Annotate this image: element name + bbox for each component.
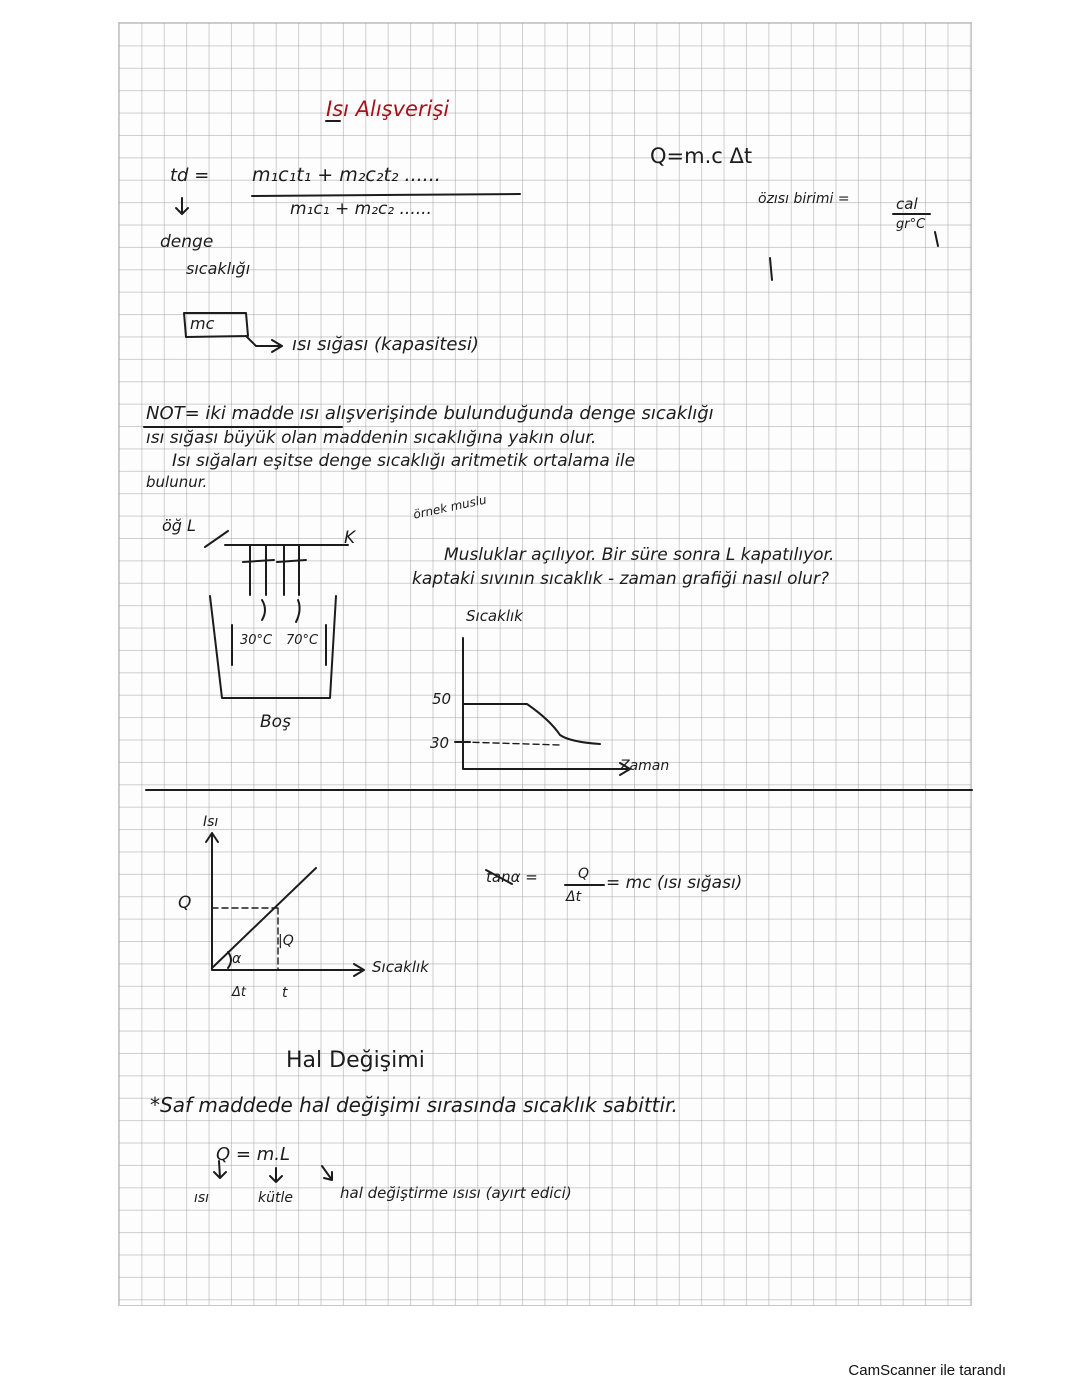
phase-title: Hal Değişimi [286,1048,425,1073]
equilibrium-numerator: m₁c₁t₁ + m₂c₂t₂ ...... [252,164,441,186]
flow-lines [262,600,300,622]
tan-lhs: tanα = [486,868,538,886]
unit-tick [935,232,938,246]
graph2-y-value: Q [178,893,192,913]
unit-line [770,258,772,280]
td-label: td = [170,165,210,186]
temp-right: 70°C [286,633,319,648]
graph1-dashed [463,742,560,745]
mc-arrow [246,336,282,352]
phase-isi: ısı [194,1190,210,1206]
scanner-watermark: CamScanner ile tarandı [848,1362,1006,1379]
graph2-x-label: Sıcaklık [372,958,429,976]
note-line-3: Isı sığaları eşitse denge sıcaklığı aritmetik ortalama ile [172,451,636,471]
down-arrow [176,198,188,214]
q-formula: Q=m.c Δt [650,144,753,168]
container-bottom-label: Boş [260,712,291,732]
example-line-1: Musluklar açılıyor. Bir süre sonra L kapatılıyor. [444,545,835,565]
phase-formula: Q = m.L [216,1144,290,1165]
note-line-2: ısı sığası büyük olan maddenin sıcaklığına yakın olur. [146,428,597,448]
graph1-curve [463,704,600,744]
tap-left [243,545,274,595]
graph2-tick-dt: Δt [232,985,246,1000]
sicakligi-label: sıcaklığı [186,259,251,278]
graph1-tick-top: 50 [432,690,452,708]
graph1-y-label: Sıcaklık [466,607,523,625]
angle-arc [228,952,231,968]
phase-l-description: hal değiştirme ısısı (ayırt edici) [340,1184,572,1202]
phase-kutle: kütle [258,1190,293,1206]
graph2-angle: α [232,951,242,967]
phase-statement: *Saf maddede hal değişimi sırasında sıcaklık sabittir. [150,1093,678,1117]
graph2-q-mark: |Q [278,933,294,949]
page-title: Isı Alışverişi [326,97,450,121]
graph1-x-label: Zaman [620,758,670,774]
note-line-4: bulunur. [146,473,208,491]
example-line-2: kaptaki sıvının sıcaklık - zaman grafiği nasıl olur? [412,569,829,589]
note-line-1: NOT= iki madde ısı alışverişinde bulunduğunda denge sıcaklığı [146,403,714,424]
container-right-label: K [344,528,356,548]
denge-label: denge [160,232,214,252]
graph2-y-label: Isı [203,814,219,830]
tan-num: Q [578,866,590,882]
mc-box-text: mc [190,314,215,333]
tan-rhs: = mc (ısı sığası) [606,873,743,893]
fraction-bar [252,194,520,196]
container-left-label: öğ L [162,516,196,535]
unit-numerator: cal [896,195,918,213]
graph1-axes [463,638,630,775]
unit-denominator: gr°C [896,217,926,232]
graph2-dashes [212,908,278,970]
tap-right [277,545,306,595]
temp-left: 30°C [240,633,273,648]
example-tag: örnek muslu [412,492,488,522]
graph1-tick-bottom: 30 [430,734,450,752]
graph2-tick-t: t [282,985,288,1001]
unit-label: özısı birimi = [758,191,850,207]
arrow-m [270,1168,282,1182]
tan-den: Δt [566,889,582,905]
mc-description: ısı sığası (kapasitesi) [292,334,479,355]
equilibrium-denominator: m₁c₁ + m₂c₂ ...... [290,199,432,219]
arrow-l [322,1166,332,1180]
